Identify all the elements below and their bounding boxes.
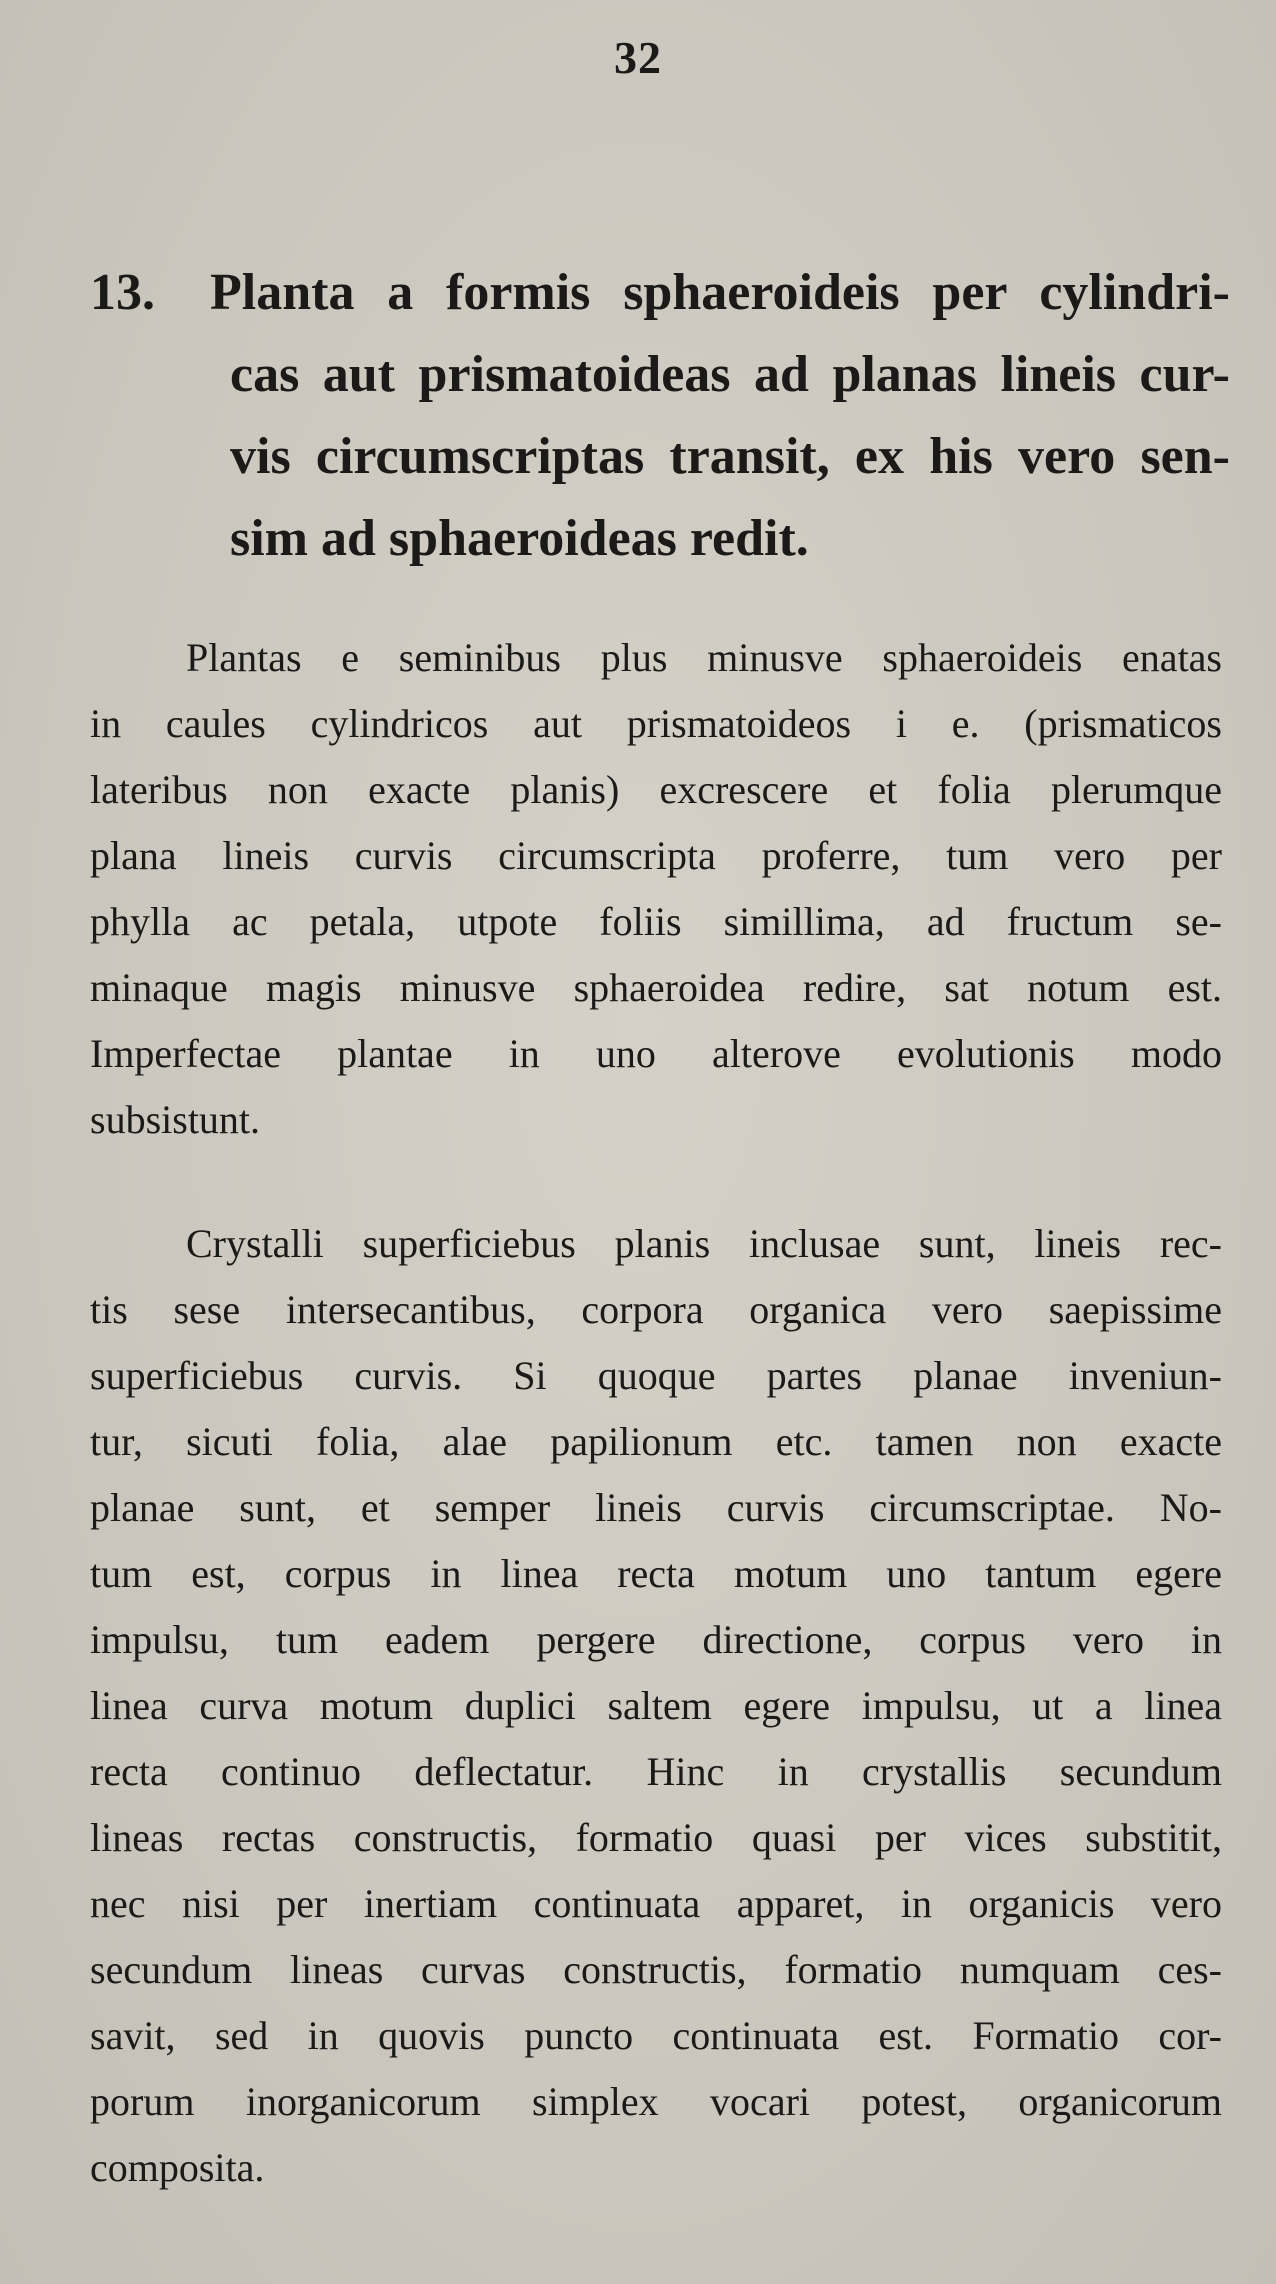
text-line: minaque magis minusve sphaeroidea redire, sat notum est. xyxy=(90,965,1222,1010)
text-line: tur, sicuti folia, alae papilionum etc. tamen non exacte xyxy=(90,1419,1222,1464)
heading-line: Planta a formis sphaeroideis per cylindri- xyxy=(210,264,1230,321)
text-line: secundum lineas curvas constructis, formatio numquam ces- xyxy=(90,1947,1222,1992)
text-line: lateribus non exacte planis) excrescere et folia plerumque xyxy=(90,767,1222,812)
text-line: in caules cylindricos aut prismatoideos i e. (prismaticos xyxy=(90,701,1222,746)
heading-line: sim ad sphaeroideas redit. xyxy=(230,510,809,567)
text-line: nec nisi per inertiam continuata apparet, in organicis vero xyxy=(90,1881,1222,1926)
text-line: planae sunt, et semper lineis curvis circumscriptae. No- xyxy=(90,1485,1222,1530)
text-line: linea curva motum duplici saltem egere impulsu, ut a linea xyxy=(90,1683,1222,1728)
text-line: impulsu, tum eadem pergere directione, corpus vero in xyxy=(90,1617,1222,1662)
section-number: 13. xyxy=(90,264,155,321)
text-line: phylla ac petala, utpote foliis simillima, ad fructum se- xyxy=(90,899,1222,944)
text-line: porum inorganicorum simplex vocari potest, organicorum xyxy=(90,2079,1222,2124)
text-line: Crystalli superficiebus planis inclusae sunt, lineis rec- xyxy=(186,1221,1222,1266)
text-line: superficiebus curvis. Si quoque partes planae inveniun- xyxy=(90,1353,1222,1398)
text-line: composita. xyxy=(90,2145,265,2190)
text-line: recta continuo deflectatur. Hinc in crystallis secundum xyxy=(90,1749,1222,1794)
heading-line: cas aut prismatoideas ad planas lineis cur- xyxy=(230,346,1230,403)
text-line: subsistunt. xyxy=(90,1097,261,1142)
text-line: plana lineis curvis circumscripta proferre, tum vero per xyxy=(90,833,1222,878)
text-line: tum est, corpus in linea recta motum uno tantum egere xyxy=(90,1551,1222,1596)
text-line: Plantas e seminibus plus minusve sphaeroideis enatas xyxy=(186,635,1222,680)
heading-line: vis circumscriptas transit, ex his vero sen- xyxy=(230,428,1230,485)
page-number: 32 xyxy=(614,32,662,83)
text-line: lineas rectas constructis, formatio quasi per vices substitit, xyxy=(90,1815,1222,1860)
text-line: savit, sed in quovis puncto continuata est. Formatio cor- xyxy=(90,2013,1222,2058)
text-line: Imperfectae plantae in uno alterove evolutionis modo xyxy=(90,1031,1222,1076)
text-line: tis sese intersecantibus, corpora organica vero saepissime xyxy=(90,1287,1222,1332)
